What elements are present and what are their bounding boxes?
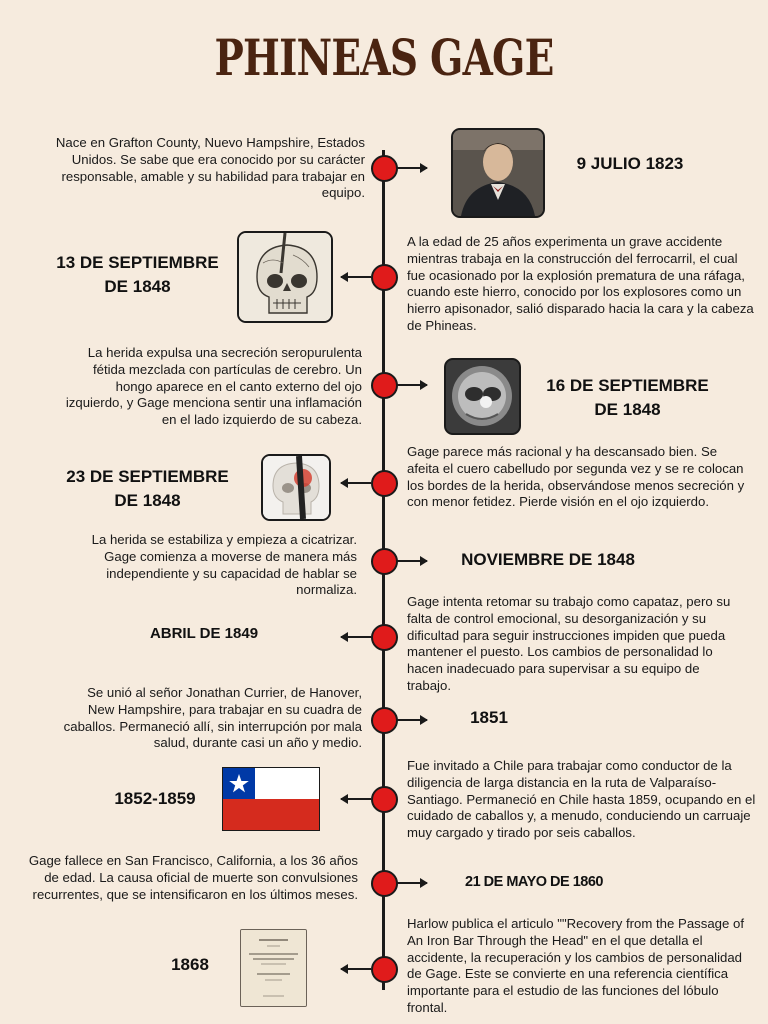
event-2-text: A la edad de 25 años experimenta un grave accidente mientras trabaja en la construcción del ferrocarril, el cual fue ocasionado por la explosión prematura de una ráfaga, cuando este hierro, conocido por los explosores como un hierro apisonador, salió disparado hacia la cara y la cabeza de Phineas. [407, 234, 754, 333]
event-8-date: 1852-1859 [114, 789, 196, 808]
arrow-left-icon [341, 798, 371, 800]
event-7-text: Se unió al señor Jonathan Currier, de Hanover, New Hampshire, para trabajar en su cuadra de caballos. Permaneció allí, sin interrupción por mala salud, durante casi un año y medio. [63, 685, 362, 751]
event-4-text: Gage parece más racional y ha descansado bien. Se afeita el cuero cabelludo por segunda vez y se re colocan los bordes de la herida, observándose menos secreción y con menor fetidez. Pierde visión en el ojo izquierdo. [407, 444, 745, 510]
event-8-text: Fue invitado a Chile para trabajar como conductor de la diligencia de larga distancia en la ruta de Valparaíso-Santiago. Permaneció en Chile hasta 1859, ocupando en el cuidado de caballos y, a menudo, conduciendo un carruaje muy cargado y tirado por seis caballos. [407, 758, 756, 841]
timeline-dot [371, 548, 398, 575]
skull-3d-render [261, 454, 331, 521]
event-10-date: 1868 [171, 955, 209, 974]
timeline-dot [371, 707, 398, 734]
event-2-date: 13 DE SEPTIEMBRE DE 1848 [56, 253, 219, 296]
event-5-date: NOVIEMBRE DE 1848 [461, 550, 635, 569]
timeline-dot [371, 624, 398, 651]
portrait-photo [451, 128, 545, 218]
event-7-date: 1851 [470, 708, 508, 727]
arrow-left-icon [341, 482, 371, 484]
chile-flag [222, 767, 320, 831]
arrow-left-icon [341, 968, 371, 970]
event-10-text: Harlow publica el articulo ""Recovery from the Passage of An Iron Bar Through the Head" en el que detalla el accidente, la recuperación y los cambios de personalidad de Gage. Este se convierte en una referencia científica importante para el estudio de las funciones del lóbulo frontal. [407, 916, 745, 1015]
arrow-right-icon [397, 719, 427, 721]
arrow-right-icon [397, 560, 427, 562]
event-4-date: 23 DE SEPTIEMBRE DE 1848 [66, 467, 229, 510]
timeline-dot [371, 786, 398, 813]
timeline-dot [371, 870, 398, 897]
event-9-text: Gage fallece en San Francisco, California, a los 36 años de edad. La causa oficial de muerte son convulsiones recurrentes, que se intensificaron en los últimos meses. [28, 853, 358, 902]
skull-xray [444, 358, 521, 435]
timeline-dot [371, 470, 398, 497]
timeline-dot [371, 155, 398, 182]
event-6-date: ABRIL DE 1849 [149, 625, 259, 642]
page-title: PHINEAS GAGE [214, 28, 554, 87]
arrow-left-icon [341, 276, 371, 278]
timeline-dot [371, 372, 398, 399]
event-3-text: La herida expulsa una secreción seropurulenta fétida mezclada con partículas de cerebro. Un hongo aparece en el canto externo del ojo izquierdo, y Gage menciona sentir una inflamación en el lado izquierdo de su cabeza. [65, 345, 362, 428]
article-page [240, 929, 307, 1007]
event-6-text: Gage intenta retomar su trabajo como capataz, pero su falta de control emocional, su desorganización y su dificultad para seguir instrucciones impiden que pueda mantener el puesto. Los cambios de personalidad lo hacen inadecuado para supervisar a su equipo de trabajo. [407, 594, 731, 693]
arrow-right-icon [397, 882, 427, 884]
event-9-date: 21 DE MAYO DE 1860 [465, 874, 603, 890]
event-5-text: La herida se estabiliza y empieza a cicatrizar. Gage comienza a moverse de manera más independiente y su capacidad de hablar se normaliza. [91, 532, 357, 598]
event-3-date: 16 DE SEPTIEMBRE DE 1848 [546, 376, 709, 419]
arrow-left-icon [341, 636, 371, 638]
event-1-date: 9 JULIO 1823 [576, 154, 684, 173]
timeline-dot [371, 956, 398, 983]
arrow-right-icon [397, 384, 427, 386]
timeline-dot [371, 264, 398, 291]
arrow-right-icon [397, 167, 427, 169]
skull-engraving [237, 231, 333, 323]
event-1-text: Nace en Grafton County, Nuevo Hampshire, Estados Unidos. Se sabe que era conocido por su carácter responsable, amable y su habilidad para trabajar en equipo. [55, 135, 365, 201]
